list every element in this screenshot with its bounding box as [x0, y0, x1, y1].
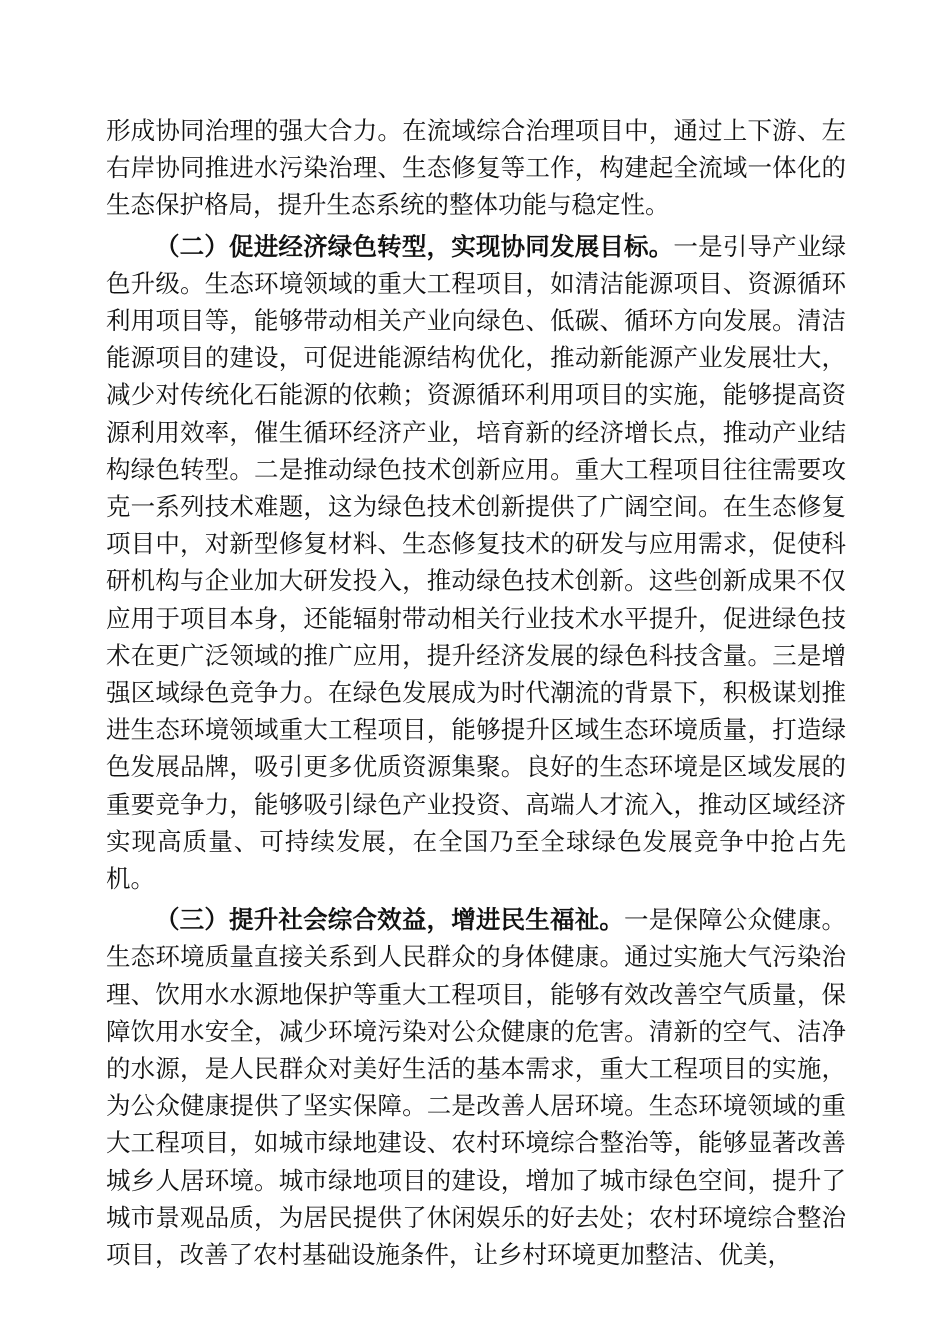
paragraph-section-3	[106, 901, 846, 1273]
paragraph-text: 一是引导产业绿色升级。生态环境领域的重大工程项目，如清洁能源项目、资源循环利用项目等，能够带动相关产业向绿色、低碳、循环方向发展。清洁能源项目的建设，可促进能源结构优化，推动新能源产业发展壮大，减少对传统化石能源的依赖；资源循环利用项目的实施，能够提高资源利用效率，催生循环经济产业，培育新的经济增长点，推动产业结构绿色转型。二是推动绿色技术创新应用。重大工程项目往往需要攻克一系列技术难题，这为绿色技术创新提供了广阔空间。在生态修复项目中，对新型修复材料、生态修复技术的研发与应用需求，促使科研机构与企业加大研发投入，推动绿色技术创新。这些创新成果不仅应用于项目本身，还能辐射带动相关行业技术水平提升，促进绿色技术在更广泛领域的推广应用，提升经济发展的绿色科技含量。三是增强区域绿色竞争力。在绿色发展成为时代潮流的背景下，积极谋划推进生态环境领域重大工程项目，能够提升区域生态环境质量，打造绿色发展品牌，吸引更多优质资源集聚。良好的生态环境是区域发展的重要竞争力，能够吸引绿色产业投资、高端人才流入，推动区域经济实现高质量、可持续发展，在全国乃至全球绿色发展竞争中抢占先机。	[106, 231, 847, 894]
paragraph-continuation	[106, 112, 846, 224]
paragraph-section-2	[106, 228, 846, 898]
document-body	[106, 112, 846, 1277]
paragraph-text: 一是保障公众健康。生态环境质量直接关系到人民群众的身体健康。通过实施大气污染治理、饮用水水源地保护等重大工程项目，能够有效改善空气质量，保障饮用水安全，减少环境污染对公众健康的危害。清新的空气、洁净的水源，是人民群众对美好生活的基本需求，重大工程项目的实施，为公众健康提供了坚实保障。二是改善人居环境。生态环境领域的重大工程项目，如城市绿地建设、农村环境综合整治等，能够显著改善城乡人居环境。城市绿地项目的建设，增加了城市绿色空间，提升了城市景观品质，为居民提供了休闲娱乐的好去处；农村环境综合整治项目，改善了农村基础设施条件，让乡村环境更加整洁、优美，	[106, 905, 847, 1270]
section-heading: （三）提升社会综合效益，增进民生福祉。	[155, 905, 625, 935]
section-heading: （二）促进经济绿色转型，实现协同发展目标。	[155, 231, 674, 261]
paragraph-text: 形成协同治理的强大合力。在流域综合治理项目中，通过上下游、左右岸协同推进水污染治理、生态修复等工作，构建起全流域一体化的生态保护格局，提升生态系统的整体功能与稳定性。	[106, 116, 846, 220]
